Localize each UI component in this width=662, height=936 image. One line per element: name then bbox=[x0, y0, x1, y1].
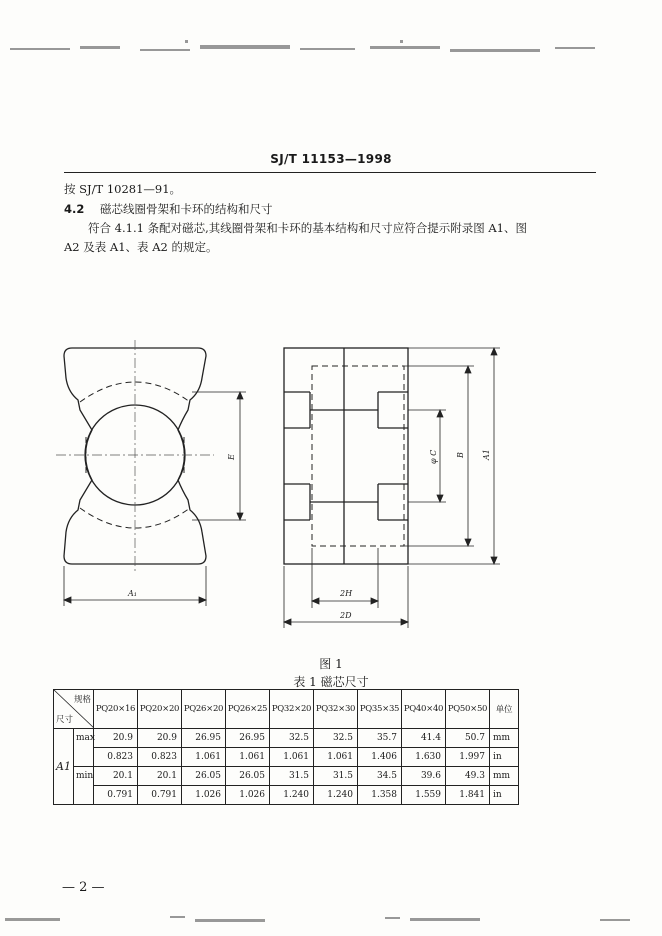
header-rule bbox=[64, 172, 596, 173]
table-header-row bbox=[54, 690, 519, 729]
column-header: PQ50×50 bbox=[446, 690, 490, 729]
corner-header-cell bbox=[54, 690, 94, 729]
table-cell: 50.7 bbox=[446, 729, 490, 748]
table-cell: 0.791 bbox=[94, 786, 138, 805]
table-cell: 0.823 bbox=[138, 748, 182, 767]
table-cell: 1.240 bbox=[270, 786, 314, 805]
label-a1-left: A₁ bbox=[128, 589, 137, 598]
unit-cell: mm bbox=[490, 767, 519, 786]
table-cell: 26.95 bbox=[182, 729, 226, 748]
table-row bbox=[54, 729, 519, 748]
scan-noise-top bbox=[0, 40, 662, 58]
table-cell: 1.026 bbox=[182, 786, 226, 805]
paragraph-line-2: A2 及表 A1、表 A2 的规定。 bbox=[64, 240, 218, 254]
column-header: PQ35×35 bbox=[358, 690, 402, 729]
table-cell: 34.5 bbox=[358, 767, 402, 786]
table-cell: 0.823 bbox=[94, 748, 138, 767]
table-cell: 1.358 bbox=[358, 786, 402, 805]
table-cell: 32.5 bbox=[314, 729, 358, 748]
table-cell: 1.061 bbox=[226, 748, 270, 767]
unit-cell: mm bbox=[490, 729, 519, 748]
core-dimensions-table bbox=[53, 689, 519, 805]
table-row bbox=[54, 786, 519, 805]
table-row bbox=[54, 767, 519, 786]
label-2h: 2H bbox=[340, 589, 353, 598]
table-cell: 1.026 bbox=[226, 786, 270, 805]
table-cell: 49.3 bbox=[446, 767, 490, 786]
subrow-label-max: max bbox=[74, 729, 94, 767]
table-cell: 31.5 bbox=[314, 767, 358, 786]
section-heading bbox=[64, 201, 273, 217]
label-phi-c: φ C bbox=[429, 449, 438, 464]
label-2d: 2D bbox=[340, 611, 352, 620]
paragraph-line-1: 符合 4.1.1 条配对磁芯,其线圈骨架和卡环的基本结构和尺寸应符合提示附录图 A1、图 bbox=[88, 221, 528, 235]
column-header: PQ40×40 bbox=[402, 690, 446, 729]
table-cell: 1.240 bbox=[314, 786, 358, 805]
table-cell: 20.9 bbox=[138, 729, 182, 748]
table-cell: 35.7 bbox=[358, 729, 402, 748]
table-cell: 1.061 bbox=[182, 748, 226, 767]
column-header: PQ26×20 bbox=[182, 690, 226, 729]
table-cell: 0.791 bbox=[138, 786, 182, 805]
label-a1-right: A1 bbox=[482, 449, 491, 460]
table-cell: 20.1 bbox=[138, 767, 182, 786]
label-b: B bbox=[456, 452, 465, 458]
table-cell: 39.6 bbox=[402, 767, 446, 786]
table-caption: 表 1 磁芯尺寸 bbox=[293, 675, 369, 689]
figure-caption: 图 1 bbox=[319, 657, 343, 671]
table-cell: 26.95 bbox=[226, 729, 270, 748]
table-cell: 26.05 bbox=[182, 767, 226, 786]
table-cell: 1.559 bbox=[402, 786, 446, 805]
table-cell: 1.630 bbox=[402, 748, 446, 767]
core-drawing bbox=[40, 330, 620, 650]
table-cell: 1.061 bbox=[270, 748, 314, 767]
table-cell: 26.05 bbox=[226, 767, 270, 786]
column-header: PQ20×16 bbox=[94, 690, 138, 729]
table-cell: 20.1 bbox=[94, 767, 138, 786]
subrow-label-min: min bbox=[74, 767, 94, 805]
section-title: 磁芯线圈骨架和卡环的结构和尺寸 bbox=[100, 202, 273, 216]
unit-header: 单位 bbox=[490, 690, 519, 729]
column-header: PQ32×20 bbox=[270, 690, 314, 729]
column-header: PQ26×25 bbox=[226, 690, 270, 729]
column-header: PQ32×30 bbox=[314, 690, 358, 729]
table-cell: 20.9 bbox=[94, 729, 138, 748]
row-label-a1: A1 bbox=[54, 729, 74, 805]
corner-bottom-label: 尺寸 bbox=[56, 715, 74, 725]
table-row bbox=[54, 748, 519, 767]
label-e: E bbox=[227, 454, 236, 460]
corner-top-label: 规格 bbox=[73, 695, 91, 705]
table-cell: 41.4 bbox=[402, 729, 446, 748]
table-cell: 1.997 bbox=[446, 748, 490, 767]
column-header: PQ20×20 bbox=[138, 690, 182, 729]
table-cell: 1.406 bbox=[358, 748, 402, 767]
body-line-1: 按 SJ/T 10281—91。 bbox=[64, 182, 182, 196]
table-cell: 32.5 bbox=[270, 729, 314, 748]
table-cell: 1.841 bbox=[446, 786, 490, 805]
unit-cell: in bbox=[490, 748, 519, 767]
unit-cell: in bbox=[490, 786, 519, 805]
page-number: — 2 — bbox=[62, 880, 105, 895]
section-number: 4.2 bbox=[64, 202, 85, 216]
scan-noise-bottom bbox=[0, 910, 662, 928]
table-cell: 1.061 bbox=[314, 748, 358, 767]
table-cell: 31.5 bbox=[270, 767, 314, 786]
standard-header: SJ/T 11153—1998 bbox=[270, 152, 392, 166]
